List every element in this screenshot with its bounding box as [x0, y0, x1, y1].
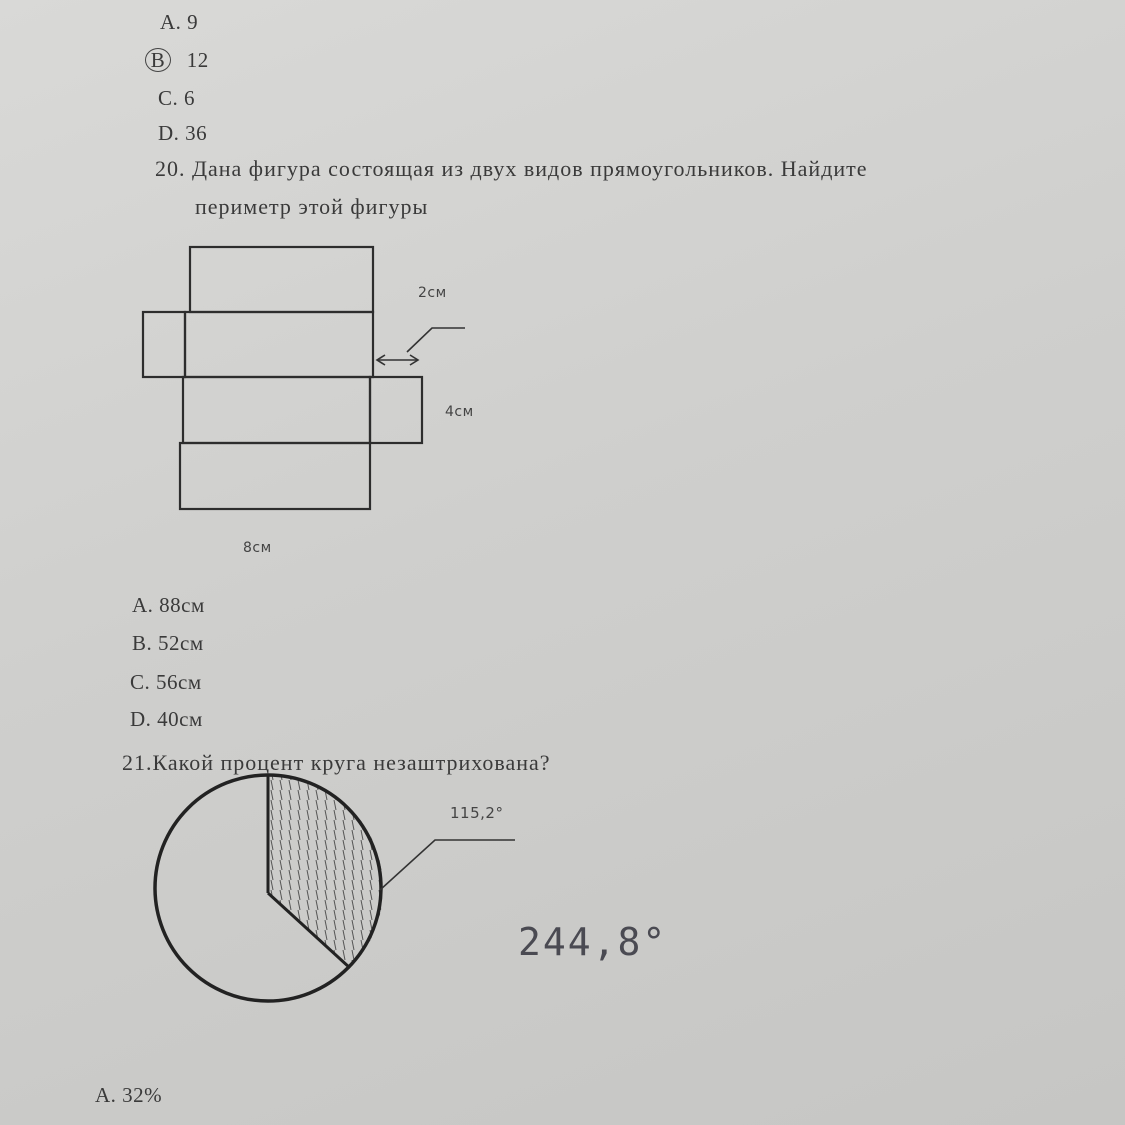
option-value: 56см	[156, 670, 202, 694]
option-value: 12	[186, 48, 209, 72]
option-value: 32%	[122, 1083, 163, 1107]
option-value: 6	[184, 86, 196, 110]
handwritten-answer: 244,8°	[518, 920, 668, 964]
figure-rect-top	[190, 247, 373, 312]
option-label: C.	[130, 670, 151, 694]
option-label: A.	[95, 1083, 117, 1107]
option-label: A.	[132, 593, 154, 617]
option-label: D.	[158, 121, 180, 145]
q20-option-b	[132, 631, 204, 656]
figure-rect-bottom	[180, 443, 370, 509]
dimension-arrow-2cm	[377, 328, 465, 365]
option-label: D.	[130, 707, 152, 731]
figure-rect-upper-middle	[185, 312, 373, 377]
q20-rectangle-figure	[143, 247, 422, 509]
figure-rect-lower-middle	[183, 377, 370, 443]
q20-question-line2: периметр этой фигуры	[195, 194, 429, 219]
option-label: C.	[158, 86, 179, 110]
q21-option-a	[95, 1083, 162, 1108]
option-value: 40см	[157, 707, 203, 731]
figure-rect-left-flap	[143, 312, 185, 377]
q20-question-line1: 20. Дана фигура состоящая из двух видов прямоугольников. Найдите	[155, 156, 868, 181]
q20-option-c	[130, 670, 202, 695]
option-label: A.	[160, 10, 182, 34]
figure-rect-right-flap	[370, 377, 422, 443]
angle-label: 115,2°	[450, 804, 504, 822]
option-value: 52см	[158, 631, 204, 655]
option-value: 36	[185, 121, 208, 145]
q21-question: 21.Какой процент круга незаштрихована?	[122, 750, 551, 775]
circled-answer-mark: B	[145, 48, 171, 72]
dimension-label-2cm: 2см	[418, 285, 447, 301]
dimension-label-4cm: 4см	[445, 404, 474, 420]
q20-option-a	[132, 593, 205, 618]
option-label: B.	[132, 631, 153, 655]
option-value: 9	[187, 10, 199, 34]
dimension-label-8cm: 8см	[243, 540, 272, 556]
angle-leader-line	[380, 840, 515, 890]
q20-option-d	[130, 707, 203, 732]
option-value: 88см	[159, 593, 205, 617]
shaded-sector	[268, 775, 383, 968]
